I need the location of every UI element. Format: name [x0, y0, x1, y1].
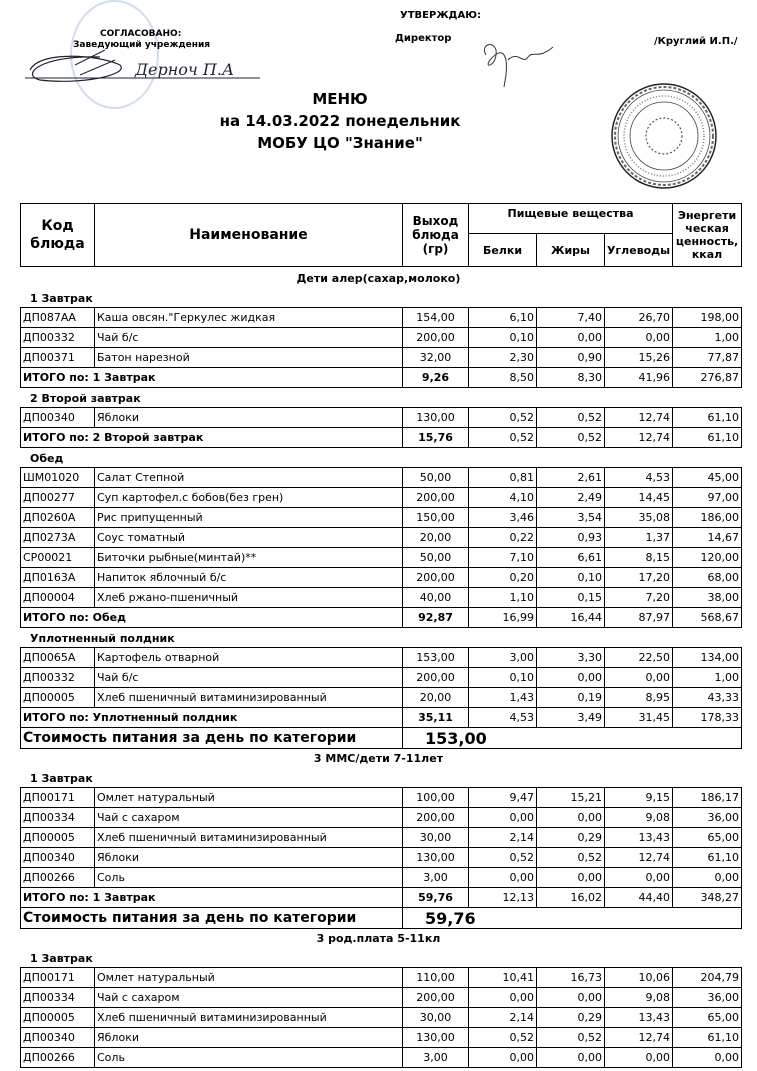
dish-carbs: 12,74	[605, 408, 673, 428]
table-row	[21, 588, 742, 608]
dish-fats: 0,00	[537, 868, 605, 888]
agreed-role: Заведующий учреждения	[73, 40, 211, 50]
dish-code: ДП00340	[21, 408, 95, 428]
dish-energy: 14,67	[673, 528, 742, 548]
dish-output: 3,00	[403, 1048, 469, 1068]
table-row	[21, 348, 742, 368]
table-row	[21, 788, 742, 808]
dish-output: 154,00	[403, 308, 469, 328]
dish-fats: 15,21	[537, 788, 605, 808]
dish-carbs: 9,08	[605, 988, 673, 1008]
dish-fats: 0,93	[537, 528, 605, 548]
dish-carbs: 35,08	[605, 508, 673, 528]
dish-code: ДП00277	[21, 488, 95, 508]
dish-proteins: 0,22	[469, 528, 537, 548]
dish-name: Хлеб пшеничный витаминизированный	[95, 1008, 403, 1028]
dish-proteins: 0,00	[469, 808, 537, 828]
total-output: 92,87	[403, 608, 469, 628]
total-carbs: 41,96	[605, 368, 673, 388]
director-signature-icon	[478, 35, 558, 90]
header-carbs: Углеводы	[605, 234, 673, 267]
dish-energy: 77,87	[673, 348, 742, 368]
agreed-label: СОГЛАСОВАНО:	[100, 29, 182, 39]
table-row	[21, 808, 742, 828]
total-label: ИТОГО по: 1 Завтрак	[21, 368, 403, 388]
total-row	[21, 608, 742, 628]
total-energy: 348,27	[673, 888, 742, 908]
dish-name: Соль	[95, 1048, 403, 1068]
table-row	[21, 508, 742, 528]
dish-carbs: 0,00	[605, 1048, 673, 1068]
dish-code: ДП00005	[21, 828, 95, 848]
dish-energy: 68,00	[673, 568, 742, 588]
dish-carbs: 9,08	[605, 808, 673, 828]
dish-carbs: 26,70	[605, 308, 673, 328]
dish-energy: 186,00	[673, 508, 742, 528]
cost-row	[21, 908, 742, 929]
dish-output: 110,00	[403, 968, 469, 988]
dish-code: ДП00334	[21, 808, 95, 828]
dish-carbs: 7,20	[605, 588, 673, 608]
dish-code: ДП0273А	[21, 528, 95, 548]
total-carbs: 12,74	[605, 428, 673, 448]
total-carbs: 87,97	[605, 608, 673, 628]
total-proteins: 8,50	[469, 368, 537, 388]
dish-code: ДП00371	[21, 348, 95, 368]
dish-name: Картофель отварной	[95, 648, 403, 668]
dish-proteins: 4,10	[469, 488, 537, 508]
table-row	[21, 1008, 742, 1028]
director-label: Директор	[395, 33, 452, 44]
dish-name: Чай б/с	[95, 328, 403, 348]
dish-fats: 0,00	[537, 328, 605, 348]
meal-title: 1 Завтрак	[30, 952, 93, 965]
dish-carbs: 8,95	[605, 688, 673, 708]
dish-proteins: 0,52	[469, 848, 537, 868]
dish-fats: 0,29	[537, 828, 605, 848]
total-fats: 0,52	[537, 428, 605, 448]
page-title	[190, 88, 490, 154]
total-label: ИТОГО по: 1 Завтрак	[21, 888, 403, 908]
dish-output: 200,00	[403, 328, 469, 348]
dish-output: 3,00	[403, 868, 469, 888]
total-proteins: 16,99	[469, 608, 537, 628]
dish-proteins: 0,10	[469, 328, 537, 348]
table-row	[21, 308, 742, 328]
total-proteins: 0,52	[469, 428, 537, 448]
agreed-signature-name: Дерноч П.А	[135, 60, 235, 79]
category-title: 3 род.плата 5-11кл	[316, 932, 441, 945]
dish-proteins: 0,81	[469, 468, 537, 488]
meal-title: Обед	[30, 452, 64, 465]
meal-title: 1 Завтрак	[30, 292, 93, 305]
dish-name: Омлет натуральный	[95, 788, 403, 808]
dish-energy: 186,17	[673, 788, 742, 808]
dish-fats: 0,10	[537, 568, 605, 588]
dish-name: Салат Степной	[95, 468, 403, 488]
dish-energy: 1,00	[673, 328, 742, 348]
dish-fats: 0,29	[537, 1008, 605, 1028]
total-fats: 3,49	[537, 708, 605, 728]
dish-energy: 61,10	[673, 408, 742, 428]
meal-table	[20, 467, 742, 628]
dish-name: Яблоки	[95, 848, 403, 868]
dish-carbs: 9,15	[605, 788, 673, 808]
cost-row	[21, 728, 742, 749]
dish-carbs: 0,00	[605, 868, 673, 888]
dish-carbs: 17,20	[605, 568, 673, 588]
dish-code: ДП087АА	[21, 308, 95, 328]
dish-code: ДП00266	[21, 1048, 95, 1068]
dish-output: 153,00	[403, 648, 469, 668]
meal-table	[20, 787, 742, 929]
dish-energy: 198,00	[673, 308, 742, 328]
dish-fats: 3,30	[537, 648, 605, 668]
dish-proteins: 6,10	[469, 308, 537, 328]
table-row	[21, 548, 742, 568]
dish-output: 200,00	[403, 988, 469, 1008]
dish-output: 100,00	[403, 788, 469, 808]
dish-name: Хлеб пшеничный витаминизированный	[95, 688, 403, 708]
dish-proteins: 0,52	[469, 408, 537, 428]
dish-output: 30,00	[403, 828, 469, 848]
total-output: 35,11	[403, 708, 469, 728]
dish-code: ДП00004	[21, 588, 95, 608]
dish-carbs: 12,74	[605, 848, 673, 868]
dish-carbs: 13,43	[605, 828, 673, 848]
table-row	[21, 1048, 742, 1068]
dish-code: ДП00171	[21, 788, 95, 808]
meal-title: 2 Второй завтрак	[30, 392, 141, 405]
dish-name: Яблоки	[95, 408, 403, 428]
official-seal-icon	[610, 82, 718, 190]
dish-energy: 36,00	[673, 808, 742, 828]
table-row	[21, 568, 742, 588]
total-energy: 61,10	[673, 428, 742, 448]
director-name: /Круглий И.П./	[654, 36, 738, 47]
dish-code: ДП00332	[21, 668, 95, 688]
table-row	[21, 1028, 742, 1048]
dish-code: ДП0260А	[21, 508, 95, 528]
dish-fats: 3,54	[537, 508, 605, 528]
dish-fats: 0,19	[537, 688, 605, 708]
dish-name: Хлеб пшеничный витаминизированный	[95, 828, 403, 848]
table-row	[21, 848, 742, 868]
dish-energy: 61,10	[673, 1028, 742, 1048]
dish-proteins: 0,00	[469, 988, 537, 1008]
dish-energy: 134,00	[673, 648, 742, 668]
table-row	[21, 648, 742, 668]
header-output: Выход блюда (гр)	[403, 204, 469, 267]
dish-carbs: 12,74	[605, 1028, 673, 1048]
header-nutrients: Пищевые вещества	[469, 204, 673, 234]
dish-name: Рис припущенный	[95, 508, 403, 528]
meal-table	[20, 647, 742, 749]
dish-output: 200,00	[403, 488, 469, 508]
dish-output: 20,00	[403, 688, 469, 708]
table-row	[21, 868, 742, 888]
dish-fats: 0,00	[537, 668, 605, 688]
title-menu: МЕНЮ	[312, 90, 368, 108]
dish-carbs: 0,00	[605, 668, 673, 688]
dish-output: 50,00	[403, 548, 469, 568]
dish-carbs: 10,06	[605, 968, 673, 988]
total-fats: 16,44	[537, 608, 605, 628]
total-proteins: 12,13	[469, 888, 537, 908]
table-row	[21, 488, 742, 508]
total-row	[21, 708, 742, 728]
total-label: ИТОГО по: Уплотненный полдник	[21, 708, 403, 728]
dish-energy: 38,00	[673, 588, 742, 608]
dish-carbs: 13,43	[605, 1008, 673, 1028]
dish-proteins: 2,30	[469, 348, 537, 368]
dish-code: ДП00340	[21, 1028, 95, 1048]
dish-code: ДП0163А	[21, 568, 95, 588]
dish-fats: 0,52	[537, 848, 605, 868]
header-name: Наименование	[95, 204, 403, 267]
dish-name: Биточки рыбные(минтай)**	[95, 548, 403, 568]
dish-code: ШМ01020	[21, 468, 95, 488]
table-row	[21, 688, 742, 708]
dish-output: 20,00	[403, 528, 469, 548]
table-row	[21, 468, 742, 488]
dish-name: Чай б/с	[95, 668, 403, 688]
dish-code: ДП00340	[21, 848, 95, 868]
table-row	[21, 828, 742, 848]
dish-output: 200,00	[403, 668, 469, 688]
dish-output: 150,00	[403, 508, 469, 528]
header-proteins: Белки	[469, 234, 537, 267]
dish-proteins: 3,00	[469, 648, 537, 668]
dish-energy: 204,79	[673, 968, 742, 988]
dish-energy: 97,00	[673, 488, 742, 508]
dish-carbs: 22,50	[605, 648, 673, 668]
dish-energy: 43,33	[673, 688, 742, 708]
dish-energy: 45,00	[673, 468, 742, 488]
dish-code: ДП00334	[21, 988, 95, 1008]
menu-table-header	[20, 203, 742, 267]
dish-name: Напиток яблочный б/с	[95, 568, 403, 588]
total-label: ИТОГО по: Обед	[21, 608, 403, 628]
dish-fats: 0,00	[537, 1048, 605, 1068]
dish-proteins: 0,20	[469, 568, 537, 588]
cost-label: Стоимость питания за день по категории	[21, 728, 403, 749]
dish-name: Соус томатный	[95, 528, 403, 548]
dish-energy: 1,00	[673, 668, 742, 688]
total-row	[21, 888, 742, 908]
total-energy: 568,67	[673, 608, 742, 628]
dish-proteins: 9,47	[469, 788, 537, 808]
title-school: МОБУ ЦО "Знание"	[257, 134, 423, 152]
table-row	[21, 408, 742, 428]
meal-title: Уплотненный полдник	[30, 632, 175, 645]
cost-value: 59,76	[403, 908, 742, 929]
total-energy: 178,33	[673, 708, 742, 728]
header-fats: Жиры	[537, 234, 605, 267]
dish-fats: 0,90	[537, 348, 605, 368]
title-date: на 14.03.2022 понедельник	[219, 112, 461, 130]
approve-label: УТВЕРЖДАЮ:	[400, 10, 481, 21]
dish-name: Соль	[95, 868, 403, 888]
dish-carbs: 15,26	[605, 348, 673, 368]
category-title: 3 ММС/дети 7-11лет	[313, 752, 444, 765]
dish-carbs: 1,37	[605, 528, 673, 548]
meal-table	[20, 307, 742, 388]
dish-energy: 36,00	[673, 988, 742, 1008]
dish-output: 50,00	[403, 468, 469, 488]
dish-name: Каша овсян."Геркулес жидкая	[95, 308, 403, 328]
dish-energy: 65,00	[673, 828, 742, 848]
total-fats: 16,02	[537, 888, 605, 908]
total-proteins: 4,53	[469, 708, 537, 728]
dish-fats: 0,00	[537, 808, 605, 828]
dish-proteins: 0,00	[469, 868, 537, 888]
total-fats: 8,30	[537, 368, 605, 388]
dish-name: Суп картофел.с бобов(без грен)	[95, 488, 403, 508]
dish-fats: 6,61	[537, 548, 605, 568]
dish-proteins: 2,14	[469, 1008, 537, 1028]
meal-table	[20, 967, 742, 1068]
dish-name: Батон нарезной	[95, 348, 403, 368]
dish-proteins: 0,10	[469, 668, 537, 688]
dish-fats: 0,00	[537, 988, 605, 1008]
dish-output: 130,00	[403, 408, 469, 428]
dish-carbs: 0,00	[605, 328, 673, 348]
dish-code: ДП00005	[21, 688, 95, 708]
dish-proteins: 0,52	[469, 1028, 537, 1048]
dish-proteins: 7,10	[469, 548, 537, 568]
table-row	[21, 328, 742, 348]
dish-code: ДП00171	[21, 968, 95, 988]
dish-output: 30,00	[403, 1008, 469, 1028]
header-energy: Энергети ческая ценность, ккал	[673, 204, 742, 267]
dish-energy: 65,00	[673, 1008, 742, 1028]
dish-proteins: 10,41	[469, 968, 537, 988]
total-row	[21, 428, 742, 448]
cost-label: Стоимость питания за день по категории	[21, 908, 403, 929]
total-energy: 276,87	[673, 368, 742, 388]
category-title: Дети алер(сахар,молоко)	[296, 272, 461, 285]
dish-fats: 16,73	[537, 968, 605, 988]
dish-energy: 0,00	[673, 868, 742, 888]
total-row	[21, 368, 742, 388]
cost-value: 153,00	[403, 728, 742, 749]
dish-fats: 0,15	[537, 588, 605, 608]
dish-carbs: 14,45	[605, 488, 673, 508]
dish-output: 130,00	[403, 848, 469, 868]
total-carbs: 44,40	[605, 888, 673, 908]
dish-name: Чай с сахаром	[95, 808, 403, 828]
dish-fats: 2,49	[537, 488, 605, 508]
dish-fats: 0,52	[537, 408, 605, 428]
dish-carbs: 8,15	[605, 548, 673, 568]
dish-proteins: 3,46	[469, 508, 537, 528]
dish-code: ДП00266	[21, 868, 95, 888]
dish-output: 40,00	[403, 588, 469, 608]
dish-energy: 0,00	[673, 1048, 742, 1068]
total-label: ИТОГО по: 2 Второй завтрак	[21, 428, 403, 448]
dish-energy: 61,10	[673, 848, 742, 868]
dish-proteins: 0,00	[469, 1048, 537, 1068]
total-output: 9,26	[403, 368, 469, 388]
dish-fats: 2,61	[537, 468, 605, 488]
dish-carbs: 4,53	[605, 468, 673, 488]
total-output: 59,76	[403, 888, 469, 908]
dish-proteins: 2,14	[469, 828, 537, 848]
dish-output: 130,00	[403, 1028, 469, 1048]
dish-proteins: 1,43	[469, 688, 537, 708]
dish-name: Омлет натуральный	[95, 968, 403, 988]
dish-output: 32,00	[403, 348, 469, 368]
dish-code: СР00021	[21, 548, 95, 568]
dish-name: Чай с сахаром	[95, 988, 403, 1008]
dish-code: ДП00332	[21, 328, 95, 348]
dish-fats: 7,40	[537, 308, 605, 328]
dish-proteins: 1,10	[469, 588, 537, 608]
dish-code: ДП0065А	[21, 648, 95, 668]
dish-output: 200,00	[403, 568, 469, 588]
total-output: 15,76	[403, 428, 469, 448]
table-row	[21, 968, 742, 988]
total-carbs: 31,45	[605, 708, 673, 728]
dish-name: Хлеб ржано-пшеничный	[95, 588, 403, 608]
meal-title: 1 Завтрак	[30, 772, 93, 785]
dish-fats: 0,52	[537, 1028, 605, 1048]
table-row	[21, 988, 742, 1008]
dish-output: 200,00	[403, 808, 469, 828]
meal-table	[20, 407, 742, 448]
dish-name: Яблоки	[95, 1028, 403, 1048]
table-row	[21, 528, 742, 548]
dish-energy: 120,00	[673, 548, 742, 568]
dish-code: ДП00005	[21, 1008, 95, 1028]
table-row	[21, 668, 742, 688]
header-code: Код блюда	[21, 204, 95, 267]
